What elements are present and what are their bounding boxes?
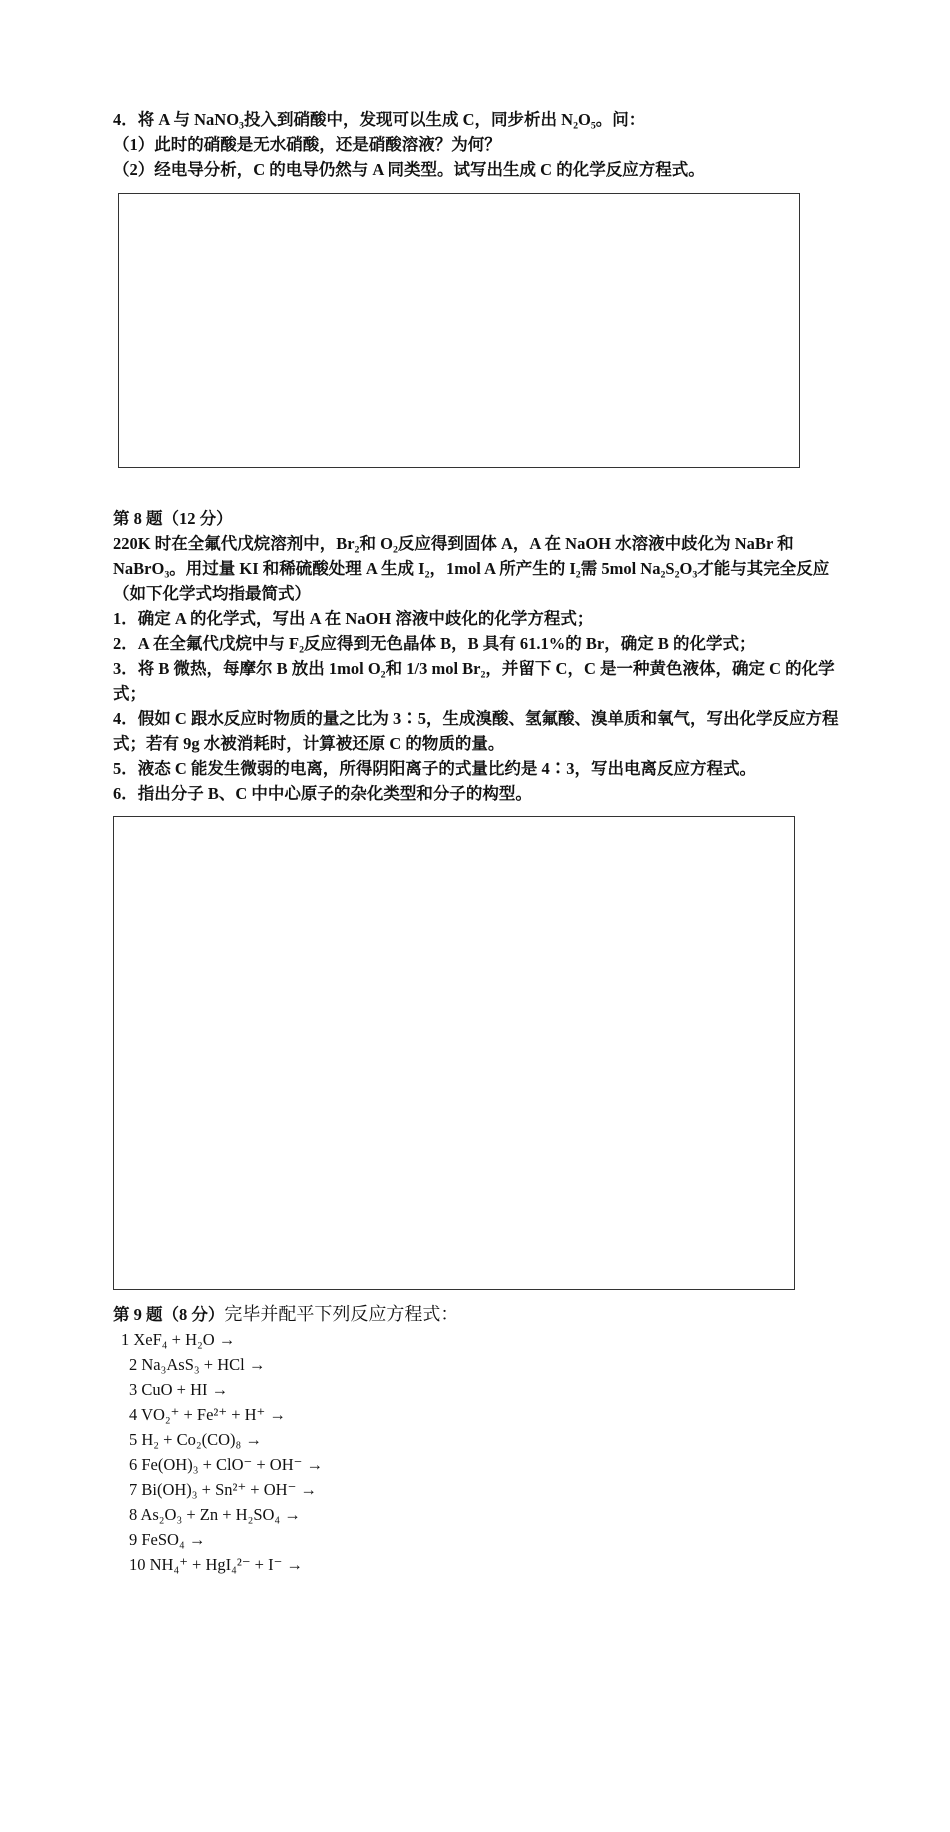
- q9-header: 第 9 题（8 分）: [113, 1305, 225, 1324]
- q8-item-4: 4．假如 C 跟水反应时物质的量之比为 3∶5，生成溴酸、氢氟酸、溴单质和氧气，写出化学反应方程式；若有 9g 水被消耗时，计算被还原 C 的物质的量。: [113, 709, 839, 753]
- q4-sub1: （1）此时的硝酸是无水硝酸，还是硝酸溶液？为何？: [113, 135, 501, 154]
- q9-title-line: [113, 1302, 458, 1327]
- equation-4: 4 VO₂⁺ + Fe²⁺ + H⁺ →: [129, 1405, 286, 1424]
- equation-2: 2 Na₃AsS₃ + HCl →: [129, 1355, 266, 1374]
- equation-3: 3 CuO + HI →: [129, 1380, 229, 1399]
- equation-7: 7 Bi(OH)₃ + Sn²⁺ + OH⁻ →: [129, 1480, 317, 1499]
- q8-item-2: 2．A 在全氟代戊烷中与 F₂反应得到无色晶体 B，B 具有 61.1%的 Br，确定 B 的化学式；: [113, 634, 756, 653]
- q8-item-5: 5．液态 C 能发生微弱的电离，所得阴阳离子的式量比约是 4∶3，写出电离反应方程式。: [113, 759, 757, 778]
- q8-item-1: 1．确定 A 的化学式，写出 A 在 NaOH 溶液中歧化的化学方程式；: [113, 609, 594, 628]
- q8-header: 第 8 题（12 分）: [113, 509, 233, 528]
- answer-box-q8[interactable]: [113, 816, 795, 1290]
- q4-sub2: （2）经电导分析，C 的电导仍然与 A 同类型。试写出生成 C 的化学反应方程式。: [113, 160, 705, 179]
- q9-instruction: 完毕并配平下列反应方程式：: [224, 1304, 459, 1324]
- equation-5: 5 H₂ + Co₂(CO)₈ →: [129, 1430, 262, 1449]
- q8-item-3: 3．将 B 微热，每摩尔 B 放出 1mol O₂和 1/3 mol Br₂，并留下 C，C 是一种黄色液体，确定 C 的化学式；: [113, 659, 835, 703]
- equation-1: 1 XeF₄ + H₂O →: [121, 1330, 236, 1349]
- q8-item-6: 6．指出分子 B、C 中中心原子的杂化类型和分子的构型。: [113, 784, 532, 803]
- q8-body: 220K 时在全氟代戊烷溶剂中，Br₂和 O₂反应得到固体 A，A 在 NaOH 水溶液中歧化为 NaBr 和 NaBrO₃。用过量 KI 和稀硫酸处理 A 生成 I₂，1mol A 所产生的 I₂需 5mol Na₂S₂O₃才能与其完全反应（如下化学式均指最简式）: [113, 534, 830, 603]
- q4-intro: 4．将 A 与 NaNO₃投入到硝酸中，发现可以生成 C，同步析出 N₂O₅。问：: [113, 110, 646, 129]
- equation-8: 8 As₂O₃ + Zn + H₂SO₄ →: [129, 1505, 301, 1524]
- equation-9: 9 FeSO₄ →: [129, 1530, 206, 1549]
- equation-10: 10 NH₄⁺ + HgI₄²⁻ + I⁻ →: [129, 1555, 303, 1574]
- answer-box-q4[interactable]: [118, 193, 800, 468]
- equation-6: 6 Fe(OH)₃ + ClO⁻ + OH⁻ →: [129, 1455, 323, 1474]
